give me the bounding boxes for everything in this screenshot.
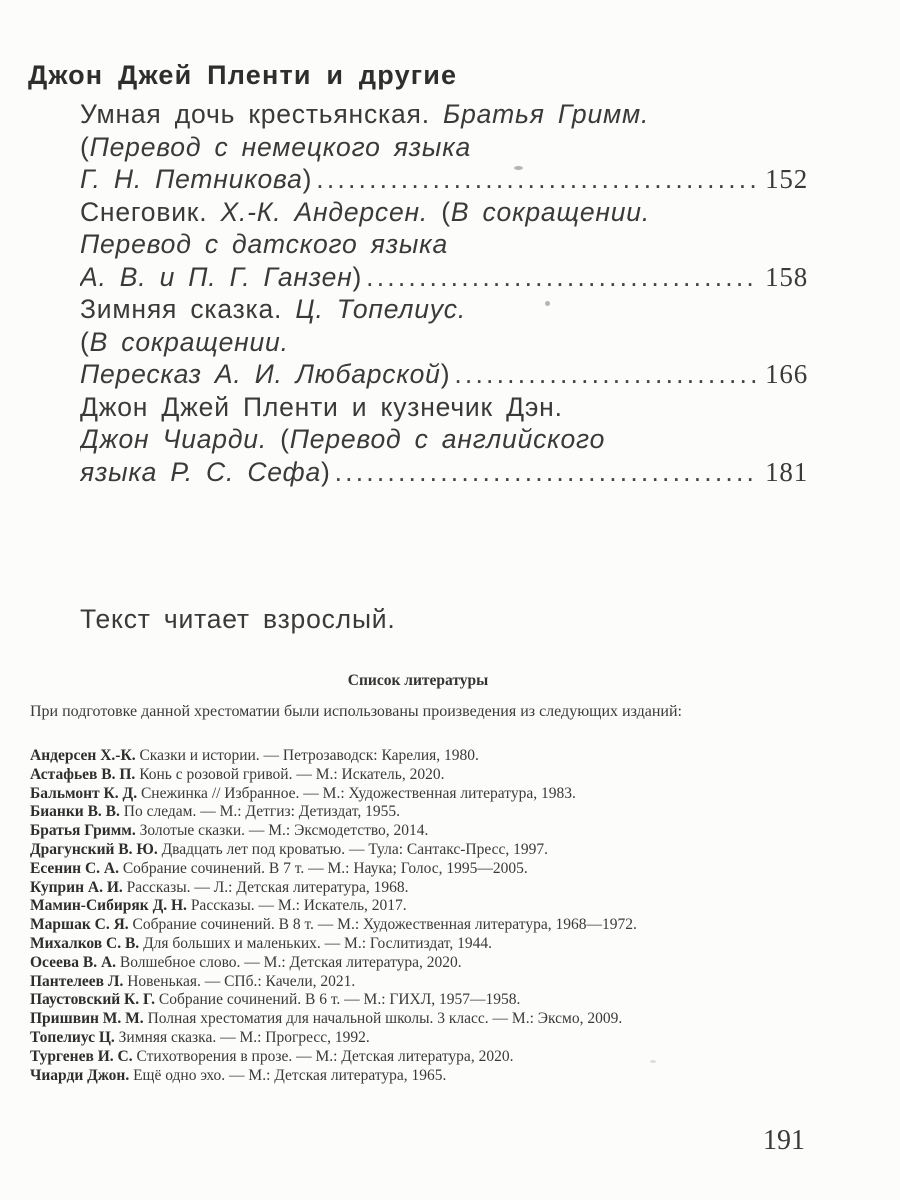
toc-text <box>80 358 450 391</box>
bibliography-author: Андерсен Х.-К. <box>30 747 136 764</box>
bibliography-item <box>30 879 830 898</box>
bibliography-details: Собрание сочинений. В 8 т. — М.: Художественная литература, 1968—1972. <box>128 916 637 934</box>
bibliography-item <box>30 935 830 954</box>
bibliography-author: Чиарди Джон. <box>30 1066 130 1084</box>
toc-text-segment: ) <box>302 164 313 194</box>
bibliography-details: По следам. — М.: Детгиз: Детиздат, 1955. <box>119 803 400 821</box>
bibliography-item <box>30 747 830 766</box>
bibliography-details: Снежинка // Избранное. — М.: Художественная литература, 1983. <box>137 784 576 802</box>
toc-text <box>80 163 312 196</box>
toc-text-segment: ) <box>440 359 451 389</box>
bibliography-item <box>30 803 830 822</box>
toc-text: ( <box>80 131 90 162</box>
bibliography-item <box>30 766 830 785</box>
toc-line <box>80 196 808 229</box>
bibliography-author: Паустовский К. Г. <box>30 991 156 1009</box>
toc-text <box>80 261 362 294</box>
bibliography-author: Пантелеев Л. <box>30 972 124 990</box>
page-number: 191 <box>763 1125 805 1156</box>
toc-line-with-page <box>80 261 808 294</box>
bibliography-item <box>30 822 830 841</box>
bibliography-item <box>30 1048 830 1067</box>
toc-entry <box>80 293 808 391</box>
bibliography-details: Рассказы. — М.: Искатель, 2017. <box>186 897 407 915</box>
table-of-contents <box>80 98 808 488</box>
dot-leader <box>335 456 759 489</box>
section-title: Джон Джей Пленти и другие <box>28 60 458 90</box>
toc-entry <box>80 391 808 489</box>
bibliography-intro: При подготовке данной хрестоматии были использованы произведения из следующих изданий: <box>30 703 682 720</box>
bibliography-details: Двадцать лет под кроватью. — Тула: Сантакс-Пресс, 1997. <box>157 840 549 858</box>
bibliography-details: Сказки и истории. — Петрозаводск: Карелия, 1980. <box>135 747 479 764</box>
bibliography-author: Бальмонт К. Д. <box>30 784 138 802</box>
toc-line-with-page <box>80 358 808 391</box>
bibliography-author: Пришвин М. М. <box>30 1010 144 1028</box>
bibliography-details: Собрание сочинений. В 6 т. — М.: ГИХЛ, 1957—1958. <box>155 991 521 1009</box>
bibliography-author: Есенин С. А. <box>30 859 119 877</box>
bibliography-details: Волшебное слово. — М.: Детская литература, 2020. <box>116 953 462 971</box>
bibliography-item <box>30 954 830 973</box>
toc-line <box>80 293 808 326</box>
ink-speck <box>650 1060 656 1063</box>
bibliography-author: Топелиус Ц. <box>30 1028 115 1046</box>
toc-line <box>80 391 808 424</box>
toc-text-segment: языка Р. С. Сефа <box>80 456 321 487</box>
toc-text: ( <box>80 326 90 357</box>
toc-line <box>80 98 808 131</box>
bibliography-item <box>30 1029 830 1048</box>
bibliography-item <box>30 1067 830 1086</box>
toc-text: Перевод с датского языка <box>80 229 448 259</box>
bibliography-details: Зимняя сказка. — М.: Прогресс, 1992. <box>114 1028 370 1046</box>
toc-line <box>80 131 808 164</box>
bibliography-author: Михалков С. В. <box>30 934 140 952</box>
bibliography-author: Тургенев И. С. <box>30 1047 133 1065</box>
bibliography-details: Рассказы. — Л.: Детская литература, 1968. <box>122 878 409 896</box>
bibliography-details: Ещё одно эхо. — М.: Детская литература, 1965. <box>129 1066 447 1084</box>
bibliography-details: Конь с розовой гривой. — М.: Искатель, 2020. <box>135 765 445 783</box>
bibliography-title: Список литературы <box>347 672 489 689</box>
bibliography-author: Драгунский В. Ю. <box>30 840 158 858</box>
bibliography-author: Осеева В. А. <box>30 953 117 971</box>
toc-page-number: 166 <box>765 359 808 389</box>
toc-text: Джон Чиарди. <box>80 424 267 454</box>
toc-line <box>80 326 808 359</box>
toc-text: Ц. Топелиус. <box>295 294 467 324</box>
toc-entry <box>80 98 808 196</box>
bibliography-details: Собрание сочинений. В 7 т. — М.: Наука; Голос, 1995—2005. <box>118 859 528 877</box>
toc-entry <box>80 196 808 294</box>
bibliography-details: Стихотворения в прозе. — М.: Детская литература, 2020. <box>132 1047 514 1065</box>
bibliography-item <box>30 973 830 992</box>
toc-text: Перевод с английского <box>289 424 606 454</box>
bibliography-author: Бианки В. В. <box>30 803 120 821</box>
bibliography-details: Полная хрестоматия для начальной школы. 3 класс. — М.: Эксмо, 2009. <box>143 1010 623 1028</box>
toc-text: Х.-К. Андерсен. <box>220 196 429 227</box>
toc-page-number: 152 <box>765 164 808 194</box>
reader-note: Текст читает взрослый. <box>80 604 396 634</box>
dot-leader <box>454 358 759 391</box>
ink-speck <box>545 301 550 306</box>
toc-text <box>80 456 331 489</box>
toc-text: Братья Гримм. <box>443 99 650 129</box>
bibliography-item <box>30 916 830 935</box>
bibliography-author: Братья Гримм. <box>30 822 136 840</box>
bibliography-author: Астафьев В. П. <box>30 765 136 783</box>
toc-text: ( <box>428 196 451 227</box>
toc-text-segment: Г. Н. Петникова <box>80 164 303 194</box>
bibliography-details: Золотые сказки. — М.: Эксмодетство, 2014. <box>135 822 429 840</box>
dot-leader <box>366 261 759 294</box>
bibliography-item <box>30 785 830 804</box>
bibliography-list <box>30 747 830 1085</box>
toc-line-with-page <box>80 163 808 196</box>
toc-text: Джон Джей Пленти и кузнечик Дэн. <box>80 391 563 422</box>
toc-text-segment: Пересказ А. И. Любарской <box>80 359 441 389</box>
ink-speck <box>514 166 523 170</box>
bibliography-item <box>30 860 830 879</box>
bibliography-author: Маршак С. Я. <box>30 916 129 934</box>
toc-text: В сокращении. <box>450 196 650 227</box>
toc-line <box>80 228 808 261</box>
toc-text: Зимняя сказка. <box>80 294 296 324</box>
toc-text-segment: ) <box>320 456 331 487</box>
toc-page-number: 181 <box>765 456 808 487</box>
toc-text: Перевод с немецкого языка <box>89 131 472 162</box>
dot-leader <box>316 163 759 196</box>
bibliography-details: Новенькая. — СПб.: Качели, 2021. <box>123 972 356 990</box>
bibliography-author: Куприн А. И. <box>30 878 123 896</box>
bibliography-item <box>30 841 830 860</box>
toc-line-with-page <box>80 456 808 489</box>
bibliography-item <box>30 1010 830 1029</box>
toc-text: ( <box>266 424 290 454</box>
toc-page-number: 158 <box>765 261 808 292</box>
toc-text: Снеговик. <box>80 196 221 227</box>
toc-text-segment: А. В. и П. Г. Ганзен <box>80 261 353 292</box>
toc-text: В сокращении. <box>89 326 289 357</box>
toc-text-segment: ) <box>352 261 363 292</box>
bibliography-details: Для больших и маленьких. — М.: Гослитиздат, 1944. <box>139 934 493 952</box>
toc-text: Умная дочь крестьянская. <box>80 99 444 129</box>
bibliography-item <box>30 991 830 1010</box>
bibliography-author: Мамин-Сибиряк Д. Н. <box>30 897 187 915</box>
toc-line <box>80 423 808 456</box>
bibliography-item <box>30 897 830 916</box>
